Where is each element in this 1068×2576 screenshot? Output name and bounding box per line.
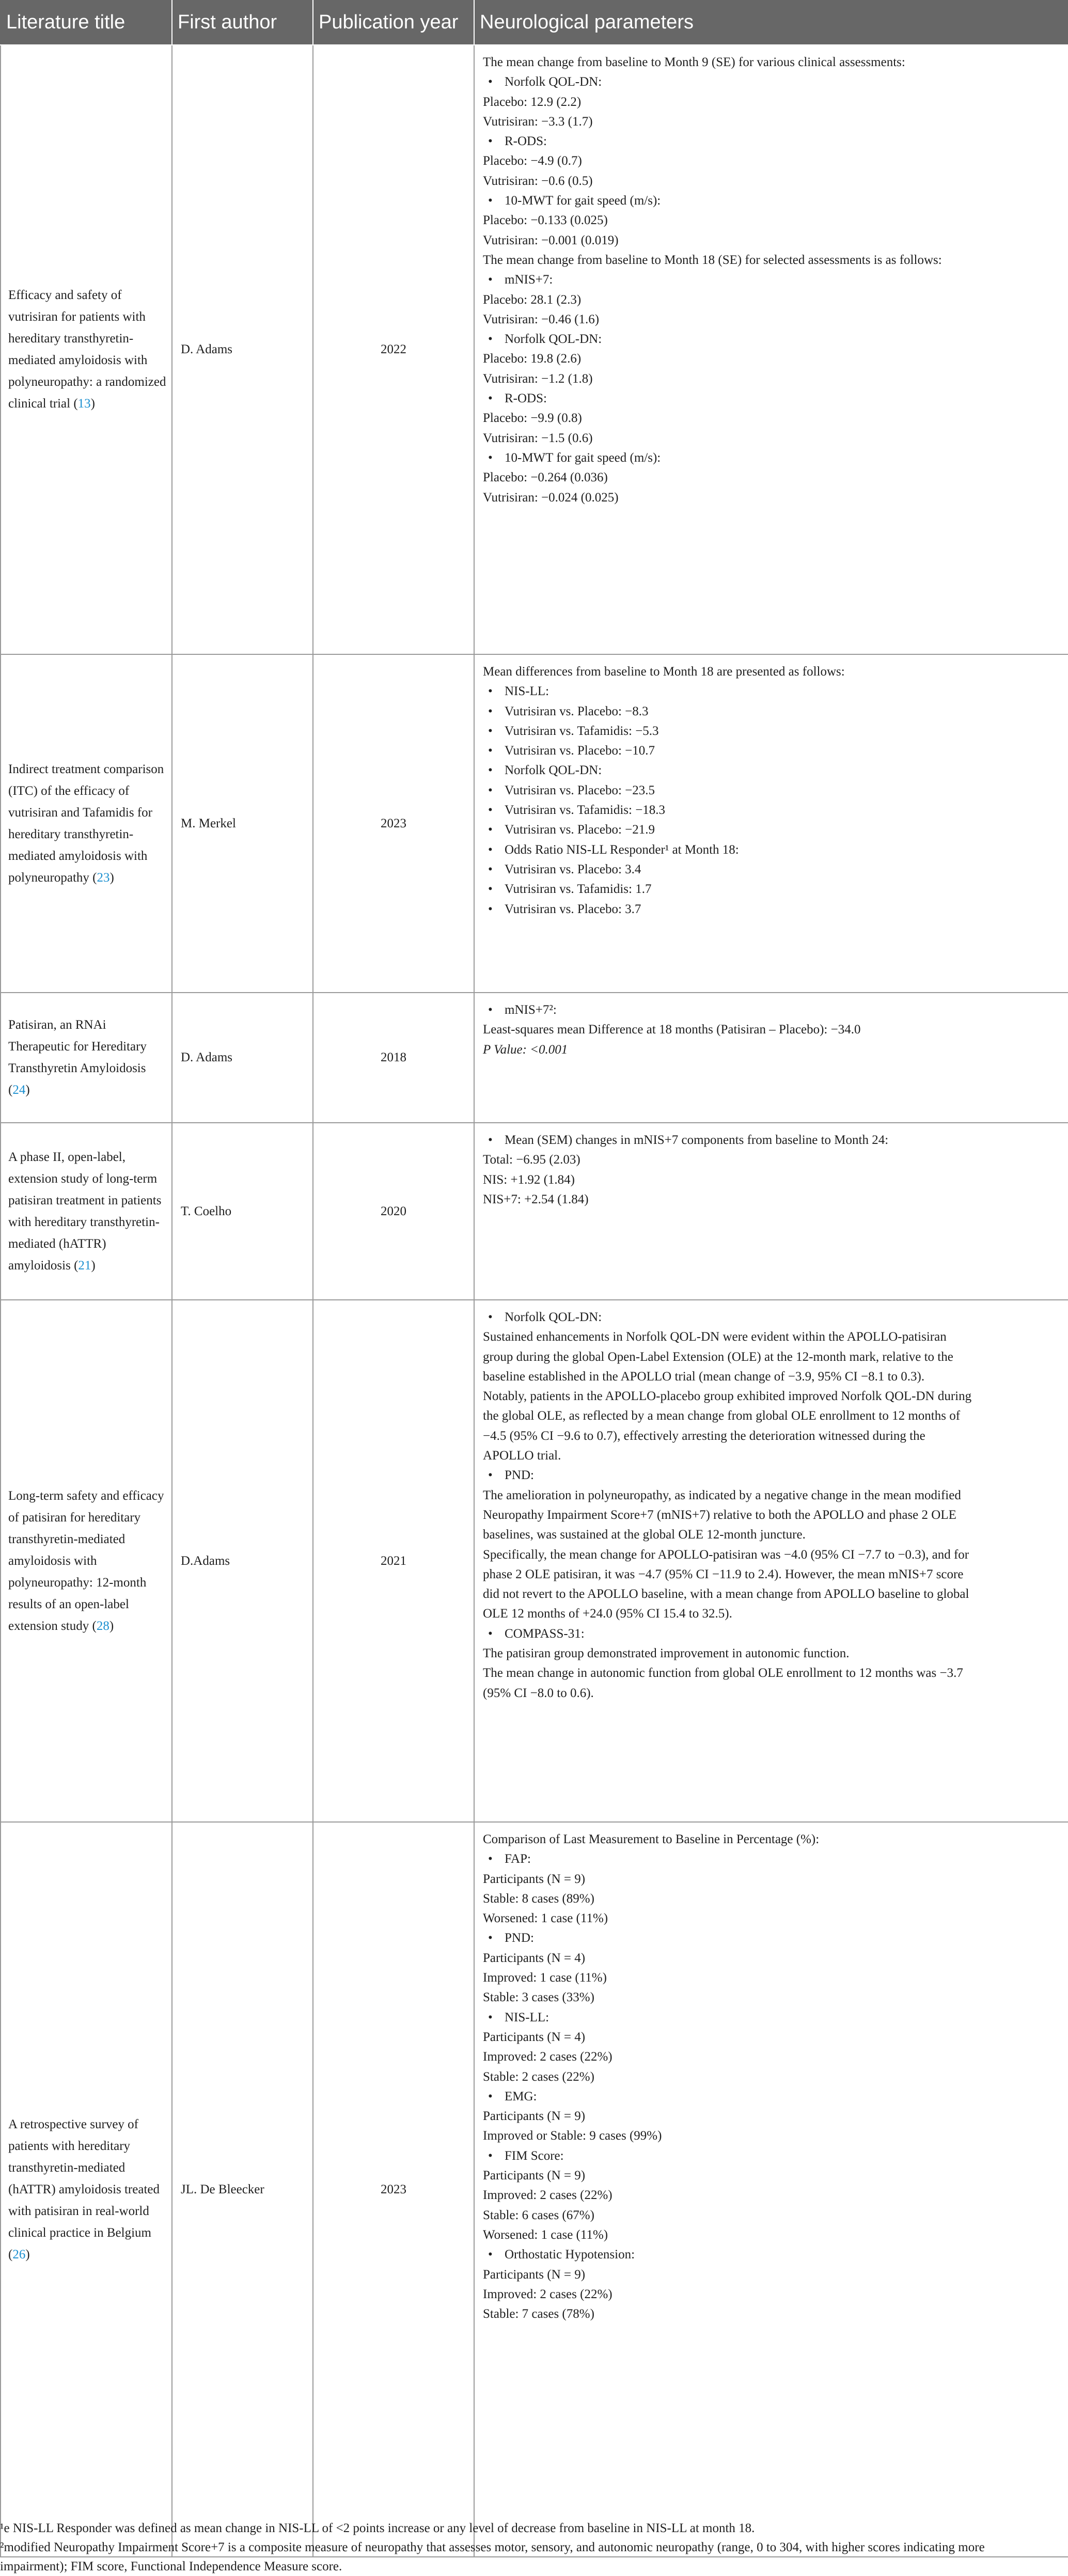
parameter-line: Participants (N = 9) bbox=[483, 2109, 586, 2124]
citation-link[interactable]: 23 bbox=[97, 870, 110, 885]
parameter-line: Improved: 2 cases (22%) bbox=[483, 2287, 612, 2301]
neurological-parameters-cell bbox=[474, 654, 1068, 993]
parameter-line: Vutrisiran: −3.3 (1.7) bbox=[483, 114, 593, 129]
header-literature-title: Literature title bbox=[1, 0, 172, 45]
neurological-parameters-cell bbox=[474, 1123, 1068, 1300]
table-header bbox=[1, 0, 1068, 45]
parameter-line: The patisiran group demonstrated improvement in autonomic function. bbox=[483, 1646, 850, 1661]
neurological-parameters-cell bbox=[474, 1300, 1068, 1822]
parameter-bullet: • Orthostatic Hypotension: bbox=[483, 2245, 1061, 2265]
table-row bbox=[1, 1123, 1068, 1300]
parameter-bullet: • Vutrisiran vs. Placebo: −10.7 bbox=[483, 741, 1061, 761]
parameter-line: The mean change in autonomic function from global OLE enrollment to 12 months was −3.7 bbox=[483, 1666, 963, 1680]
first-author-cell: M. Merkel bbox=[172, 654, 313, 993]
header-row bbox=[1, 0, 1068, 45]
parameter-bullet: • EMG: bbox=[483, 2087, 1061, 2107]
literature-title-cell bbox=[1, 1300, 172, 1822]
parameter-line: The mean change from baseline to Month 9 (SE) for various clinical assessments: bbox=[483, 55, 905, 69]
literature-title-cell bbox=[1, 993, 172, 1123]
citation-link[interactable]: 24 bbox=[12, 1083, 26, 1097]
literature-title-cell bbox=[1, 1822, 172, 2557]
parameter-line: Total: −6.95 (2.03) bbox=[483, 1153, 580, 1167]
header-publication-year: Publication year bbox=[313, 0, 474, 45]
header-first-author: First author bbox=[172, 0, 313, 45]
first-author-cell: JL. De Bleecker bbox=[172, 1822, 313, 2557]
table-row bbox=[1, 1300, 1068, 1822]
literature-title: Patisiran, an RNAi Therapeutic for Hereditary Transthyretin Amyloidosis ( bbox=[8, 1018, 147, 1097]
parameter-bullet: • FIM Score: bbox=[483, 2146, 1061, 2166]
parameter-line: APOLLO trial. bbox=[483, 1449, 561, 1463]
parameter-line: NIS+7: +2.54 (1.84) bbox=[483, 1192, 589, 1206]
parameter-line: Improved: 2 cases (22%) bbox=[483, 2188, 612, 2203]
literature-title-end: ) bbox=[25, 1083, 30, 1097]
parameter-bullet: • PND: bbox=[483, 1466, 1061, 1485]
parameter-bullet: • 10-MWT for gait speed (m/s): bbox=[483, 448, 1061, 468]
parameter-line: Placebo: 12.9 (2.2) bbox=[483, 95, 582, 109]
parameter-line: P Value: <0.001 bbox=[483, 1042, 568, 1057]
parameter-line: Improved or Stable: 9 cases (99%) bbox=[483, 2129, 662, 2143]
parameter-line: NIS: +1.92 (1.84) bbox=[483, 1172, 575, 1187]
publication-year-cell: 2023 bbox=[313, 654, 474, 993]
citation-link[interactable]: 21 bbox=[78, 1258, 91, 1273]
literature-title-end: ) bbox=[25, 2247, 30, 2261]
literature-title-end: ) bbox=[109, 1619, 114, 1633]
parameter-line: group during the global Open-Label Extension (OLE) at the 12-month mark, relative to the bbox=[483, 1349, 953, 1364]
parameter-line: Participants (N = 4) bbox=[483, 1951, 586, 1965]
literature-title-end: ) bbox=[90, 397, 95, 411]
parameter-line: baselines, was sustained at the global OLE 12-month juncture. bbox=[483, 1528, 806, 1542]
neurological-parameters-cell bbox=[474, 993, 1068, 1123]
parameter-bullet: • Norfolk QOL-DN: bbox=[483, 1308, 1061, 1327]
parameter-line: Vutrisiran: −0.46 (1.6) bbox=[483, 312, 600, 326]
parameter-line: Specifically, the mean change for APOLLO-patisiran was −4.0 (95% CI −7.7 to −0.3), and for bbox=[483, 1547, 969, 1562]
parameter-bullet: • R-ODS: bbox=[483, 389, 1061, 409]
parameter-line: Vutrisiran: −1.2 (1.8) bbox=[483, 371, 593, 386]
first-author-cell: D.Adams bbox=[172, 1300, 313, 1822]
parameter-line: Vutrisiran: −0.001 (0.019) bbox=[483, 233, 619, 247]
parameter-line: The mean change from baseline to Month 18 (SE) for selected assessments is as follows: bbox=[483, 253, 942, 267]
parameter-bullet: • Norfolk QOL-DN: bbox=[483, 329, 1061, 349]
parameter-line: Stable: 2 cases (22%) bbox=[483, 2069, 594, 2084]
first-author-cell: D. Adams bbox=[172, 45, 313, 654]
parameter-line: Participants (N = 4) bbox=[483, 2030, 586, 2044]
first-author-cell: T. Coelho bbox=[172, 1123, 313, 1300]
parameter-line: Participants (N = 9) bbox=[483, 2267, 586, 2282]
header-neurological-parameters: Neurological parameters bbox=[474, 0, 1068, 45]
table-row bbox=[1, 993, 1068, 1123]
table-body bbox=[1, 45, 1068, 2557]
table-row bbox=[1, 1822, 1068, 2557]
footnotes bbox=[0, 2519, 1068, 2576]
parameter-bullet: • Vutrisiran vs. Tafamidis: 1.7 bbox=[483, 879, 1061, 899]
footnote-2-continued: impairment); FIM score, Functional Independence Measure score. bbox=[0, 2559, 342, 2573]
literature-title: A phase II, open-label, extension study of long-term patisiran treatment in patients with hereditary transthyretin-mediated (hATTR) amyloidosis ( bbox=[8, 1150, 162, 1273]
parameter-line: Placebo: 19.8 (2.6) bbox=[483, 352, 582, 366]
parameter-bullet: • 10-MWT for gait speed (m/s): bbox=[483, 191, 1061, 211]
table-row bbox=[1, 654, 1068, 993]
parameter-bullet: • Vutrisiran vs. Tafamidis: −5.3 bbox=[483, 721, 1061, 741]
parameter-bullet: • Vutrisiran vs. Placebo: 3.4 bbox=[483, 860, 1061, 879]
parameter-bullet: • Vutrisiran vs. Tafamidis: −18.3 bbox=[483, 800, 1061, 820]
footnote-2: ²modified Neuropathy Impairment Score+7 is a composite measure of neuropathy that assesses motor, sensory, and autonomic neuropathy (range, 0 to 304, with higher scores indicating more bbox=[0, 2540, 985, 2554]
parameter-bullet: • NIS-LL: bbox=[483, 682, 1061, 701]
parameter-line: Least-squares mean Difference at 18 months (Patisiran – Placebo): −34.0 bbox=[483, 1023, 861, 1037]
literature-title-cell bbox=[1, 1123, 172, 1300]
publication-year-cell: 2021 bbox=[313, 1300, 474, 1822]
parameter-bullet: • NIS-LL: bbox=[483, 2008, 1061, 2028]
parameter-line: (95% CI −8.0 to 0.6). bbox=[483, 1686, 594, 1700]
parameter-line: Neuropathy Impairment Score+7 (mNIS+7) relative to both the APOLLO and phase 2 OLE bbox=[483, 1507, 956, 1522]
parameter-bullet: • mNIS+7²: bbox=[483, 1000, 1061, 1020]
parameter-line: The amelioration in polyneuropathy, as indicated by a negative change in the mean modified bbox=[483, 1488, 961, 1502]
parameter-bullet: • Norfolk QOL-DN: bbox=[483, 72, 1061, 92]
parameter-bullet: • Norfolk QOL-DN: bbox=[483, 761, 1061, 780]
parameter-line: Worsened: 1 case (11%) bbox=[483, 2227, 608, 2242]
citation-link[interactable]: 13 bbox=[77, 397, 91, 411]
parameter-bullet: • Vutrisiran vs. Placebo: −8.3 bbox=[483, 702, 1061, 721]
parameter-line: baseline established in the APOLLO trial (mean change of −3.9, 95% CI −8.1 to 0.3). bbox=[483, 1369, 925, 1384]
parameter-line: Vutrisiran: −0.024 (0.025) bbox=[483, 490, 619, 505]
publication-year-cell: 2022 bbox=[313, 45, 474, 654]
table-row bbox=[1, 45, 1068, 654]
parameter-line: Placebo: −0.133 (0.025) bbox=[483, 213, 608, 228]
parameter-line: Stable: 8 cases (89%) bbox=[483, 1891, 594, 1906]
literature-title: Indirect treatment comparison (ITC) of the efficacy of vutrisiran and Tafamidis for hereditary transthyretin-mediated amyloidosis with polyneuropathy ( bbox=[8, 762, 164, 885]
parameter-line: −4.5 (95% CI −9.6 to 0.7), effectively arresting the deterioration witnessed during the bbox=[483, 1428, 925, 1443]
parameter-line: Sustained enhancements in Norfolk QOL-DN were evident within the APOLLO-patisiran bbox=[483, 1330, 947, 1344]
parameter-line: Participants (N = 9) bbox=[483, 1872, 586, 1886]
parameter-line: Stable: 3 cases (33%) bbox=[483, 1990, 594, 2005]
literature-title: A retrospective survey of patients with hereditary transthyretin-mediated (hATTR) amyloidosis treated with patisiran in real-world clinical practice in Belgium ( bbox=[8, 2117, 160, 2261]
parameter-line: Vutrisiran: −1.5 (0.6) bbox=[483, 431, 593, 445]
parameter-bullet: • FAP: bbox=[483, 1849, 1061, 1869]
first-author-cell: D. Adams bbox=[172, 993, 313, 1123]
footnote-1: ¹e NIS-LL Responder was defined as mean change in NIS-LL of <2 points increase or any level of decrease from baseline in NIS-LL at month 18. bbox=[0, 2521, 755, 2535]
parameter-line: Improved: 2 cases (22%) bbox=[483, 2050, 612, 2064]
parameter-line: the global OLE, as reflected by a mean change from global OLE enrollment to 12 months of bbox=[483, 1409, 961, 1423]
parameter-line: Comparison of Last Measurement to Baseline in Percentage (%): bbox=[483, 1832, 820, 1846]
parameter-bullet: • R-ODS: bbox=[483, 132, 1061, 151]
literature-title-end: ) bbox=[91, 1258, 96, 1273]
parameter-line: Stable: 7 cases (78%) bbox=[483, 2307, 594, 2321]
parameter-line: did not revert to the APOLLO baseline, with a mean change from APOLLO baseline to global bbox=[483, 1587, 969, 1601]
parameter-bullet: • Vutrisiran vs. Placebo: 3.7 bbox=[483, 900, 1061, 919]
parameter-bullet: • Vutrisiran vs. Placebo: −21.9 bbox=[483, 820, 1061, 840]
parameter-line: Placebo: 28.1 (2.3) bbox=[483, 292, 582, 307]
citation-link[interactable]: 26 bbox=[12, 2247, 26, 2261]
parameter-line: Placebo: −4.9 (0.7) bbox=[483, 154, 582, 168]
parameter-line: Mean differences from baseline to Month 18 are presented as follows: bbox=[483, 665, 845, 679]
citation-link[interactable]: 28 bbox=[96, 1619, 109, 1633]
parameter-line: Vutrisiran: −0.6 (0.5) bbox=[483, 174, 593, 188]
parameter-line: Improved: 1 case (11%) bbox=[483, 1971, 607, 1985]
parameter-line: Participants (N = 9) bbox=[483, 2169, 586, 2183]
parameter-bullet: • PND: bbox=[483, 1928, 1061, 1948]
parameter-bullet: • Vutrisiran vs. Placebo: −23.5 bbox=[483, 781, 1061, 800]
literature-title-cell bbox=[1, 45, 172, 654]
parameter-line: Stable: 6 cases (67%) bbox=[483, 2208, 594, 2222]
parameter-line: Worsened: 1 case (11%) bbox=[483, 1911, 608, 1926]
parameter-line: OLE 12 months of +24.0 (95% CI 15.4 to 32.5). bbox=[483, 1607, 732, 1621]
parameter-line: Placebo: −0.264 (0.036) bbox=[483, 470, 608, 485]
parameter-bullet: • COMPASS-31: bbox=[483, 1624, 1061, 1644]
parameter-line: phase 2 OLE patisiran, it was −4.7 (95% CI −11.9 to 2.4). However, the mean mNIS+7 score bbox=[483, 1567, 964, 1581]
neurological-parameters-cell bbox=[474, 45, 1068, 654]
literature-title: Efficacy and safety of vutrisiran for patients with hereditary transthyretin-mediated amyloidosis with polyneuropathy: a randomized clinical trial ( bbox=[8, 288, 166, 411]
neurological-parameters-cell bbox=[474, 1822, 1068, 2557]
literature-title-cell bbox=[1, 654, 172, 993]
parameter-bullet: • mNIS+7: bbox=[483, 270, 1061, 290]
parameter-bullet: • Odds Ratio NIS-LL Responder¹ at Month 18: bbox=[483, 840, 1061, 860]
publication-year-cell: 2020 bbox=[313, 1123, 474, 1300]
publication-year-cell: 2023 bbox=[313, 1822, 474, 2557]
literature-title-end: ) bbox=[109, 870, 114, 885]
parameter-line: Placebo: −9.9 (0.8) bbox=[483, 411, 582, 426]
parameter-bullet: • Mean (SEM) changes in mNIS+7 components from baseline to Month 24: bbox=[483, 1130, 1061, 1150]
publication-year-cell: 2018 bbox=[313, 993, 474, 1123]
literature-title: Long-term safety and efficacy of patisiran for hereditary transthyretin-mediated amyloidosis with polyneuropathy: 12-month results of an open-label extension study ( bbox=[8, 1488, 164, 1633]
parameter-line: Notably, patients in the APOLLO-placebo group exhibited improved Norfolk QOL-DN during bbox=[483, 1389, 972, 1404]
